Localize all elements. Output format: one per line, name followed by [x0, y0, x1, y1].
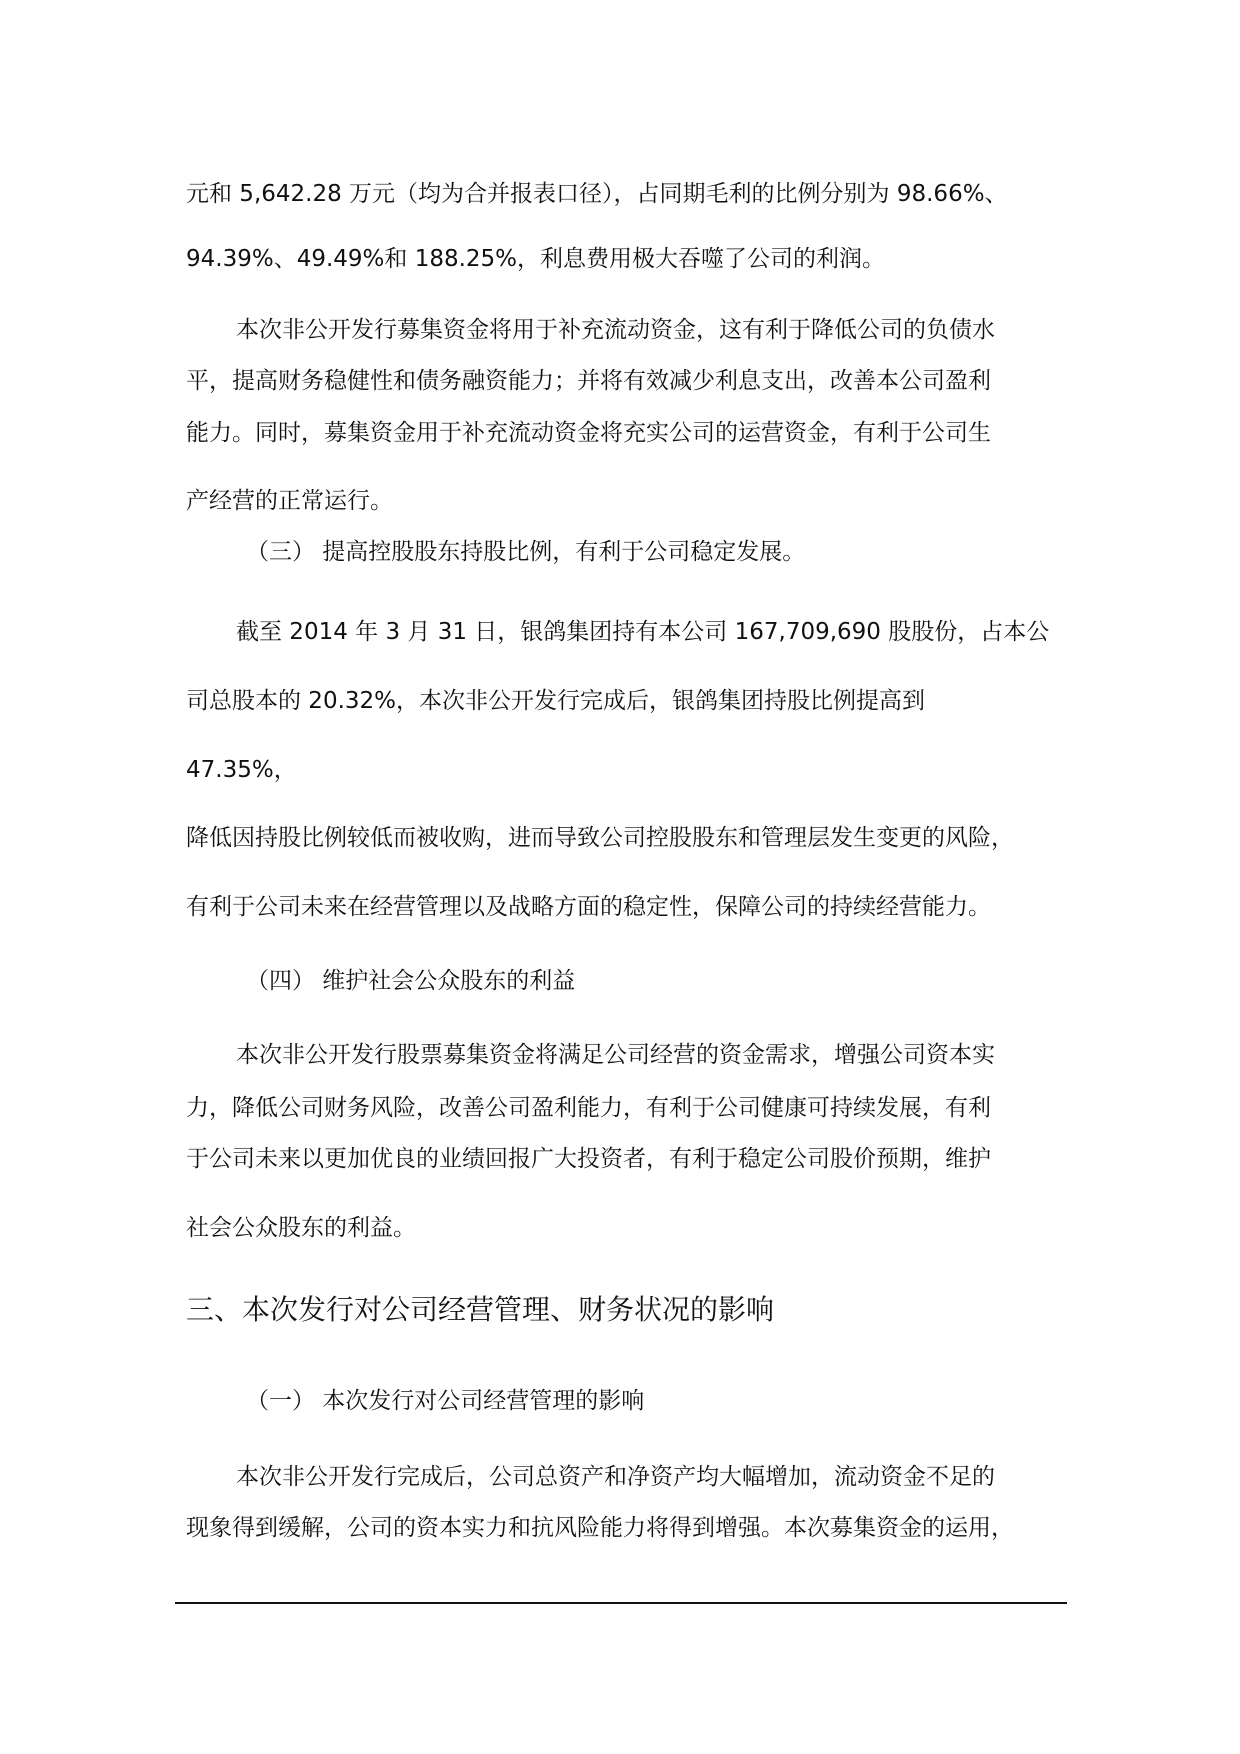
text-line: 现象得到缓解，公司的资本实力和抗风险能力将得到增强。本次募集资金的运用， — [186, 1515, 1014, 1541]
text-line: 元和 5,642.28 万元（均为合并报表口径），占同期毛利的比例分别为 98.66%、 — [186, 181, 1008, 207]
section-heading: 三、本次发行对公司经营管理、财务状况的影响 — [186, 1293, 775, 1326]
text-line: 司总股本的 20.32%，本次非公开发行完成后，银鸽集团持股比例提高到 — [186, 688, 926, 714]
footer-rule — [175, 1602, 1067, 1604]
paragraph-line: 本次非公开发行完成后，公司总资产和净资产均大幅增加，流动资金不足的 — [236, 1464, 995, 1490]
text-line: 能力。同时，募集资金用于补充流动资金将充实公司的运营资金，有利于公司生 — [186, 420, 991, 446]
text-line: 94.39%、49.49%和 188.25%，利息费用极大吞噬了公司的利润。 — [186, 246, 886, 272]
text-line: 力，降低公司财务风险，改善公司盈利能力，有利于公司健康可持续发展，有利 — [186, 1095, 991, 1121]
section-subheading: （一） 本次发行对公司经营管理的影响 — [246, 1388, 645, 1414]
text-line: 产经营的正常运行。 — [186, 488, 393, 514]
section-subheading: （四） 维护社会公众股东的利益 — [246, 968, 576, 994]
paragraph-line: 本次非公开发行股票募集资金将满足公司经营的资金需求，增强公司资本实 — [236, 1042, 995, 1068]
paragraph-line: 本次非公开发行募集资金将用于补充流动资金，这有利于降低公司的负债水 — [236, 317, 995, 343]
text-line: 于公司未来以更加优良的业绩回报广大投资者，有利于稳定公司股价预期，维护 — [186, 1146, 991, 1172]
text-line: 有利于公司未来在经营管理以及战略方面的稳定性，保障公司的持续经营能力。 — [186, 894, 991, 920]
section-subheading: （三） 提高控股股东持股比例，有利于公司稳定发展。 — [246, 539, 806, 565]
text-line: 47.35%， — [186, 757, 297, 783]
paragraph-line: 截至 2014 年 3 月 31 日，银鸽集团持有本公司 167,709,690 股股份，占本公 — [236, 619, 1050, 645]
text-line: 社会公众股东的利益。 — [186, 1215, 416, 1241]
text-line: 降低因持股比例较低而被收购，进而导致公司控股股东和管理层发生变更的风险， — [186, 825, 1014, 851]
text-line: 平，提高财务稳健性和债务融资能力；并将有效减少利息支出，改善本公司盈利 — [186, 368, 991, 394]
